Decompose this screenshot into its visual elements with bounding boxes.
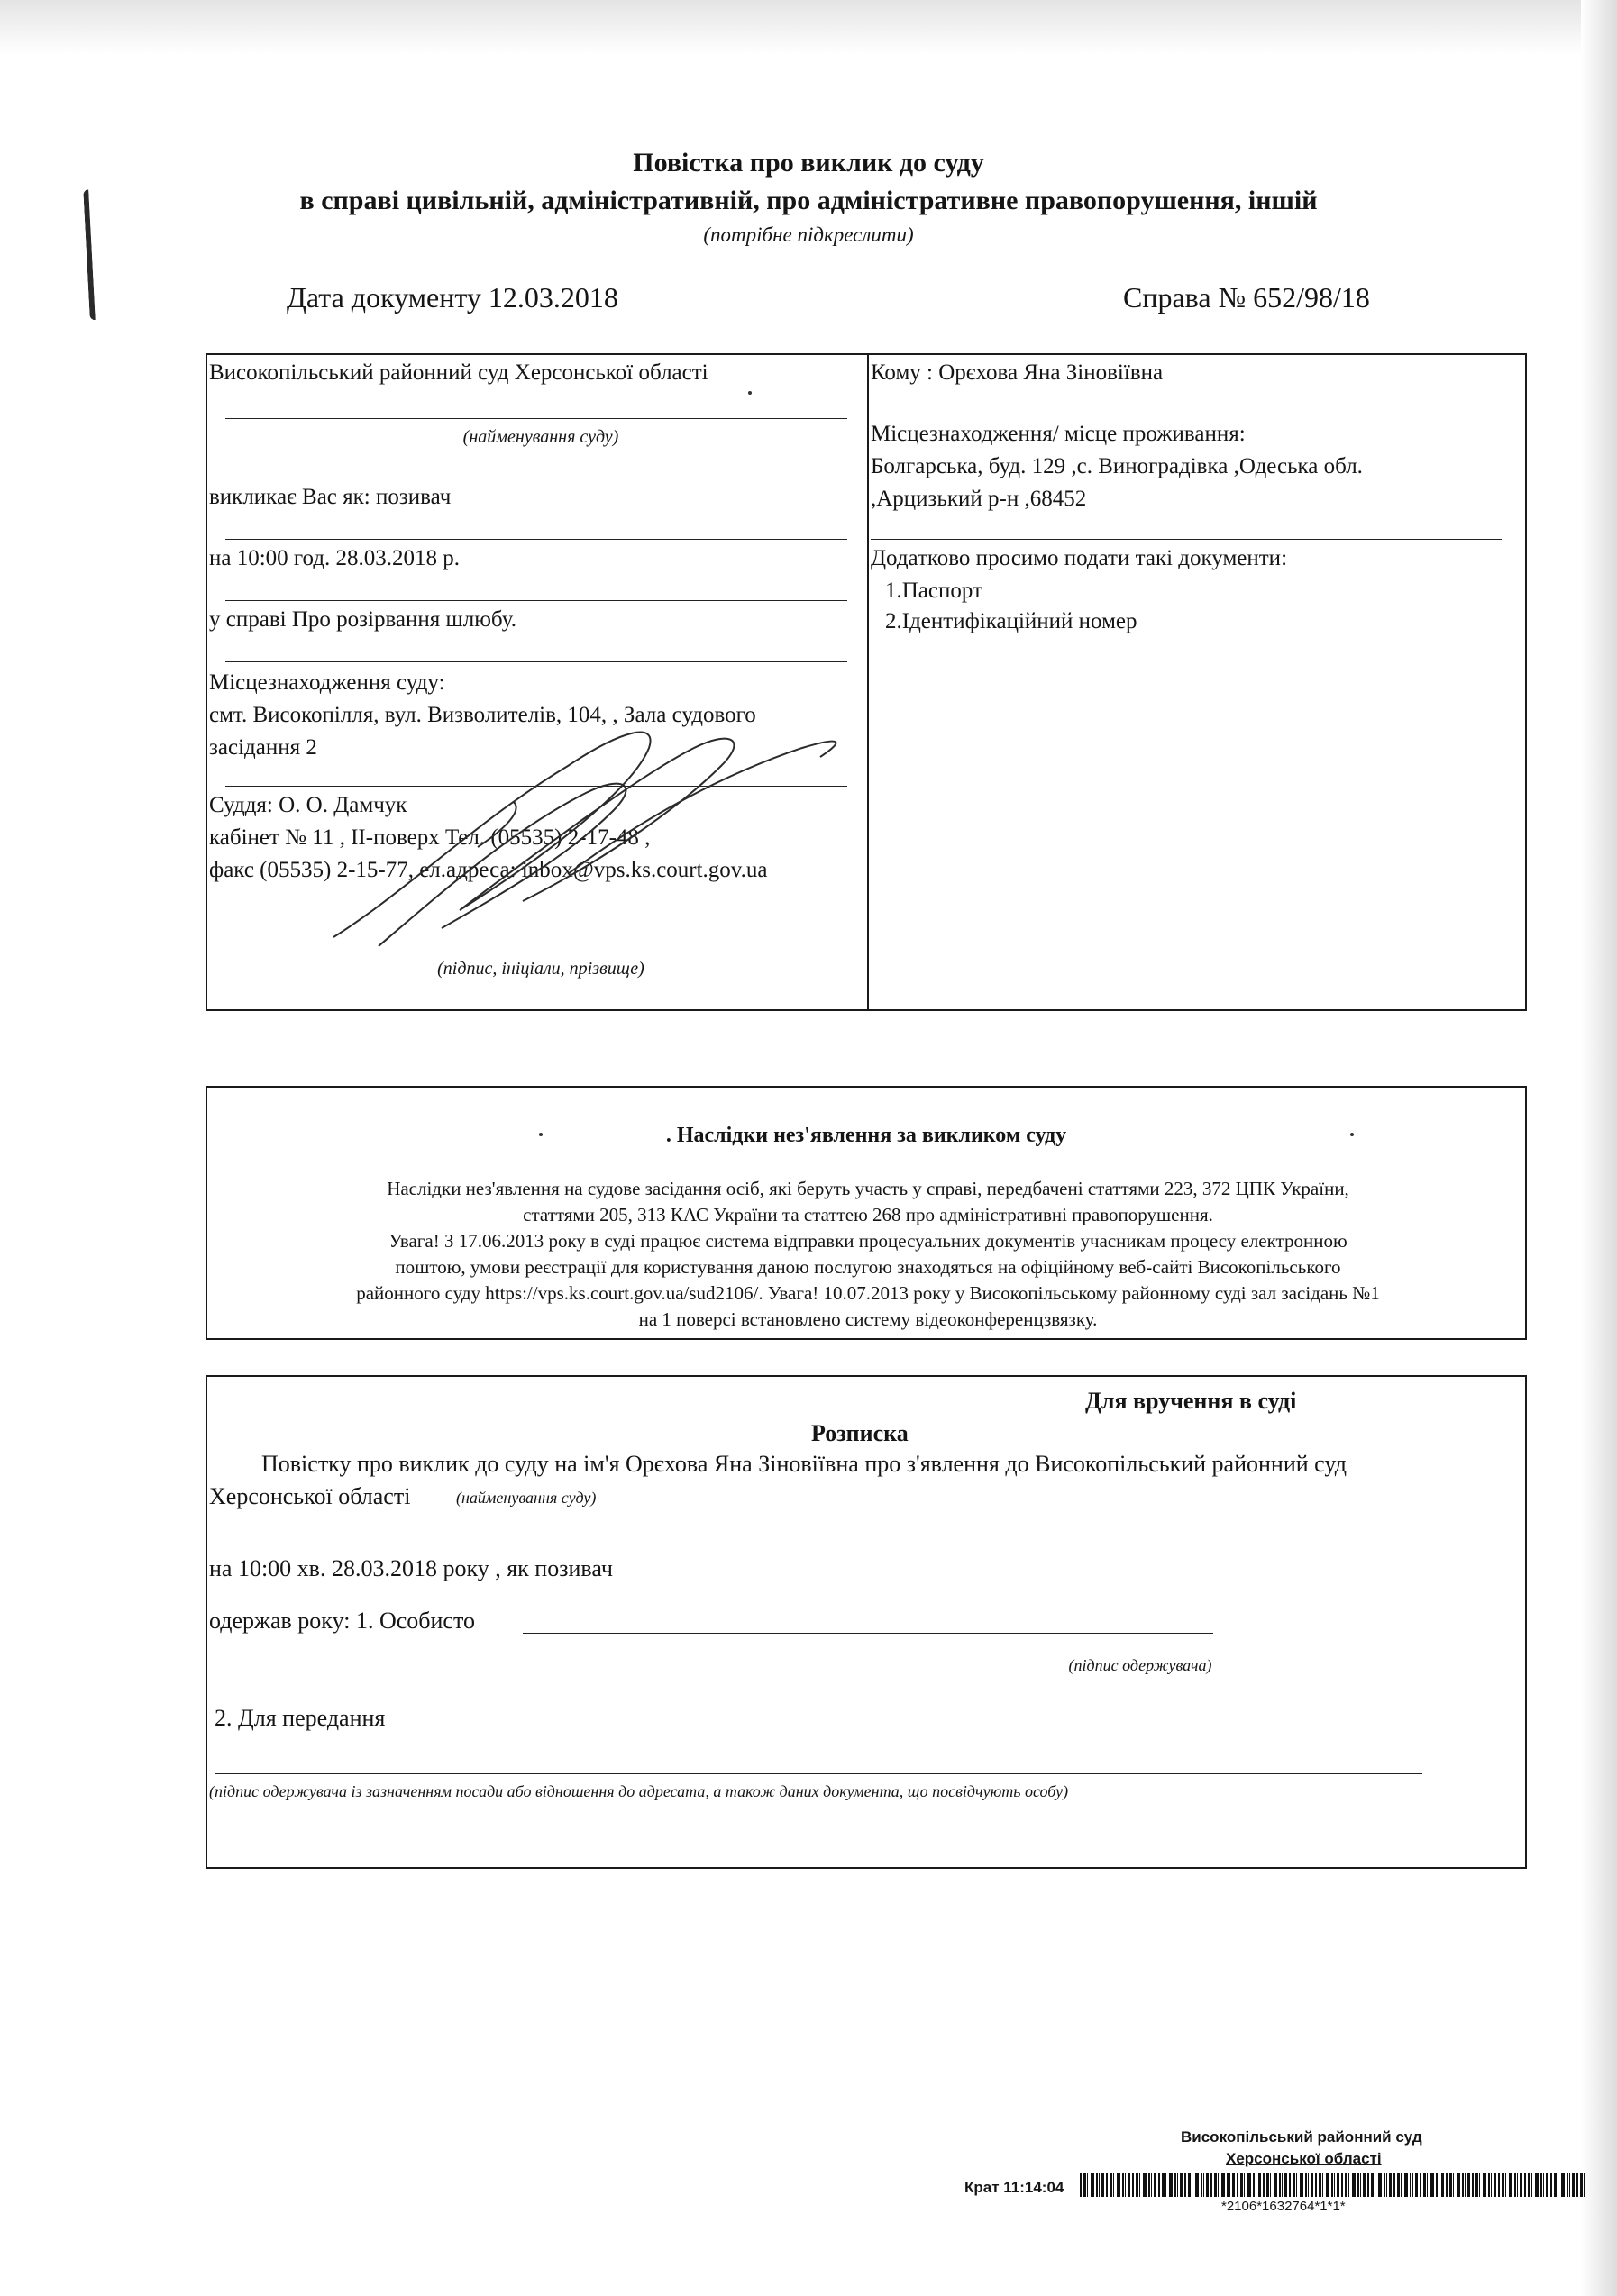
recipient-address-label: Місцезнаходження/ місце проживання:: [871, 422, 1246, 446]
barcode-stripe: [1423, 2173, 1426, 2197]
barcode-stripe: [1158, 2173, 1160, 2197]
barcode-stripe: [1467, 2173, 1470, 2197]
barcode-stripe: [1240, 2173, 1243, 2197]
barcode-stripe: [1345, 2173, 1348, 2197]
barcode-stripe: [1410, 2173, 1411, 2197]
barcode-stripe: [1177, 2173, 1178, 2197]
court-location-line2: засідання 2: [209, 735, 317, 760]
scan-top-shadow: [0, 0, 1617, 54]
barcode-stripe: [1543, 2173, 1544, 2197]
consequences-box: [206, 1086, 1527, 1340]
barcode-stripe: [1378, 2173, 1382, 2197]
barcode-stripe: [1136, 2173, 1138, 2197]
barcode-stripe: [1540, 2173, 1542, 2197]
barcode-stripe: [1154, 2173, 1156, 2197]
barcode-stripe: [1514, 2173, 1516, 2197]
barcode-stripe: [1266, 2173, 1269, 2197]
barcode-stripe: [1363, 2173, 1366, 2197]
handwritten-signature: [297, 712, 874, 955]
barcode-stripe: [1441, 2173, 1444, 2197]
hearing-time: на 10:00 год. 28.03.2018 р.: [209, 546, 461, 570]
barcode-stripe: [1386, 2173, 1387, 2197]
barcode-stripe: [1284, 2173, 1287, 2197]
barcode-stripe: [1430, 2173, 1434, 2197]
scan-right-shadow: [1581, 0, 1617, 2296]
consequences-line: поштою, умови реєстрації для користування даною послугою знаходяться на офіційному веб-сайті Високопільського: [395, 1256, 1341, 1278]
signature-caption: (підпис, ініціали, прізвище): [437, 959, 644, 979]
barcode-stripe: [1132, 2173, 1134, 2197]
stamp-time: Крат 11:14:04: [964, 2179, 1064, 2196]
barcode-stripe: [1143, 2173, 1147, 2197]
recipient-address-line1: Болгарська, буд. 129 ,с. Виноградівка ,Одеська обл.: [871, 454, 1363, 478]
barcode-stripe: [1148, 2173, 1150, 2197]
barcode-stripe: [1535, 2173, 1539, 2197]
underline: [225, 539, 847, 540]
barcode-stripe: [1315, 2173, 1317, 2197]
barcode-stripe: [1576, 2173, 1578, 2197]
barcode-stripe: [1517, 2173, 1518, 2197]
barcode-stripe: [1221, 2173, 1225, 2197]
barcode-stripe: [1401, 2173, 1402, 2197]
consequences-heading: . Наслідки нез'явлення за викликом суду: [665, 1124, 1067, 1147]
receipt-line2: Херсонської області: [209, 1483, 411, 1509]
barcode-stripe: [1546, 2173, 1548, 2197]
barcode-number: *2106*1632764*1*1*: [1221, 2199, 1346, 2214]
barcode-stripe: [1214, 2173, 1217, 2197]
barcode-stripe: [1384, 2173, 1385, 2197]
recipient-name: Кому : Орєхова Яна Зіновіївна: [871, 360, 1164, 385]
barcode-stripe: [1274, 2173, 1277, 2197]
barcode-stripe: [1201, 2173, 1202, 2197]
barcode-stripe: [1253, 2173, 1255, 2197]
barcode-stripe: [1279, 2173, 1281, 2197]
barcode-stripe: [1180, 2173, 1183, 2197]
barcode-stripe: [1337, 2173, 1339, 2197]
barcode-stripe: [1270, 2173, 1271, 2197]
barcode-stripe: [1567, 2173, 1568, 2197]
court-barcode-stamp: [955, 2128, 1568, 2237]
barcode-stripe: [1113, 2173, 1114, 2197]
barcode-stripe: [1367, 2173, 1369, 2197]
barcode-stripe: [1206, 2173, 1209, 2197]
barcode-stripe: [1229, 2173, 1230, 2197]
barcode-stripe: [1472, 2173, 1474, 2197]
underline: [225, 600, 847, 601]
barcode-stripe: [1087, 2173, 1088, 2197]
barcode-stripe: [1308, 2173, 1309, 2197]
barcode-stripe: [1263, 2173, 1265, 2197]
barcode-stripe: [1457, 2173, 1460, 2197]
barcode-stripe: [1584, 2173, 1585, 2197]
barcode-stripe: [1550, 2173, 1552, 2197]
barcode-stripe: [1488, 2173, 1490, 2197]
barcode-stripe: [1218, 2173, 1219, 2197]
recipient-address-line2: ,Арцизький р-н ,68452: [871, 487, 1087, 511]
barcode-stripe: [1502, 2173, 1504, 2197]
consequences-line: Увага! З 17.06.2013 року в суді працює система відправки процесуальних документів учасникам процесу електронною: [388, 1230, 1348, 1252]
transfer-label: 2. Для передання: [215, 1705, 386, 1731]
receipt-court-caption: (найменування суду): [456, 1489, 597, 1507]
receipt-line1: Повістку про виклик до суду на ім'я Орєхова Яна Зіновіївна про з'явлення до Високопільський районний суд: [261, 1451, 1347, 1477]
barcode-stripe: [1348, 2173, 1349, 2197]
barcode-stripe: [1174, 2173, 1176, 2197]
barcode-stripe: [1165, 2173, 1166, 2197]
recipient-signature-line: [523, 1633, 1213, 1634]
barcode-stripe: [1357, 2173, 1359, 2197]
barcode-stripe: [1106, 2173, 1108, 2197]
consequences-line: на 1 поверсі встановлено систему відеоконференцзвязку.: [638, 1308, 1098, 1330]
barcode-stripe: [1453, 2173, 1454, 2197]
barcode-stripe: [1282, 2173, 1283, 2197]
barcode-stripe: [1475, 2173, 1478, 2197]
judge-office: кабінет № 11 , II-поверх Тел. (05535) 2-17-48 ,: [209, 825, 651, 850]
required-doc-item: 2.Ідентифікаційний номер: [885, 609, 1137, 633]
case-number: Справа № 652/98/18: [1123, 281, 1370, 314]
barcode-stripe: [1227, 2173, 1229, 2197]
court-name: Високопільський районний суд Херсонської області: [209, 360, 708, 385]
underline: [225, 661, 847, 662]
barcode-stripe: [1420, 2173, 1421, 2197]
barcode-stripe: [1427, 2173, 1428, 2197]
barcode-stripe: [1151, 2173, 1152, 2197]
barcode-stripe: [1244, 2173, 1245, 2197]
barcode-stripe: [1509, 2173, 1512, 2197]
barcode-stripe: [1289, 2173, 1291, 2197]
barcode-stripe: [1528, 2173, 1530, 2197]
transfer-signature-line: [215, 1773, 1422, 1774]
barcode-stripe: [1483, 2173, 1486, 2197]
judge-name: Суддя: О. О. Дамчук: [209, 793, 407, 817]
barcode-stripe: [1415, 2173, 1418, 2197]
required-doc-item: 1.Паспорт: [885, 579, 982, 603]
barcode-stripe: [1322, 2173, 1323, 2197]
barcode-stripe: [1569, 2173, 1570, 2197]
consequences-line: статтями 205, 313 КАС України та статтею 268 про адміністративні правопорушення.: [523, 1204, 1213, 1225]
barcode-stripe: [1498, 2173, 1500, 2197]
scan-speck: [748, 391, 752, 395]
barcode-stripe: [1404, 2173, 1408, 2197]
barcode-stripe: [1572, 2173, 1575, 2197]
barcode-stripe: [1393, 2173, 1395, 2197]
barcode-stripe: [1110, 2173, 1112, 2197]
barcode-stripe: [1117, 2173, 1120, 2197]
barcode-stripe: [1080, 2173, 1082, 2197]
barcode-stripe: [1491, 2173, 1492, 2197]
consequences-line: Наслідки нез'явлення на судове засідання осіб, які беруть участь у справі, передбачені статтями 223, 372 ЦПК України,: [387, 1178, 1349, 1199]
barcode-stripe: [1232, 2173, 1235, 2197]
barcode-stripe: [1169, 2173, 1173, 2197]
barcode-stripe: [1520, 2173, 1522, 2197]
barcode-stripe: [1580, 2173, 1583, 2197]
barcode-stripe: [1305, 2173, 1307, 2197]
barcode: [1080, 2173, 1585, 2197]
barcode-stripe: [1122, 2173, 1124, 2197]
barcode-stripe: [1188, 2173, 1191, 2197]
barcode-stripe: [1505, 2173, 1506, 2197]
receipt-box: [206, 1375, 1527, 1869]
barcode-stripe: [1331, 2173, 1333, 2197]
barcode-stripe: [1524, 2173, 1526, 2197]
required-docs-label: Додатково просимо подати такі документи:: [871, 546, 1288, 570]
barcode-stripe: [1125, 2173, 1126, 2197]
barcode-stripe: [1139, 2173, 1140, 2197]
title-note: (потрібне підкреслити): [703, 223, 914, 246]
document-date: Дата документу 12.03.2018: [287, 281, 618, 314]
consequences-line: районного суду https://vps.ks.court.gov.ua/sud2106/. Увага! 10.07.2013 року у Високопільському районному суді зал засідань №1: [356, 1282, 1380, 1304]
barcode-stripe: [1494, 2173, 1496, 2197]
barcode-stripe: [1096, 2173, 1098, 2197]
barcode-stripe: [1531, 2173, 1532, 2197]
receipt-received: одержав року: 1. Особисто: [209, 1608, 475, 1634]
barcode-stripe: [1341, 2173, 1343, 2197]
barcode-stripe: [1237, 2173, 1238, 2197]
barcode-stripe: [1293, 2173, 1295, 2197]
barcode-stripe: [1326, 2173, 1329, 2197]
summons-role: викликає Вас як: позивач: [209, 485, 452, 509]
barcode-stripe: [1091, 2173, 1094, 2197]
barcode-stripe: [1352, 2173, 1356, 2197]
barcode-stripe: [1412, 2173, 1413, 2197]
stamp-court-name: Високопільський районний суд: [1181, 2128, 1422, 2146]
barcode-stripe: [1162, 2173, 1165, 2197]
barcode-stripe: [1247, 2173, 1251, 2197]
barcode-stripe: [1210, 2173, 1212, 2197]
barcode-stripe: [1554, 2173, 1557, 2197]
barcode-stripe: [1360, 2173, 1361, 2197]
barcode-stripe: [1479, 2173, 1480, 2197]
court-name-caption: (найменування суду): [462, 427, 619, 447]
underline: [871, 539, 1502, 540]
receipt-title: Розписка: [811, 1420, 909, 1446]
barcode-stripe: [1300, 2173, 1303, 2197]
barcode-stripe: [1449, 2173, 1452, 2197]
barcode-stripe: [1334, 2173, 1335, 2197]
barcode-stripe: [1462, 2173, 1464, 2197]
barcode-stripe: [1446, 2173, 1448, 2197]
barcode-stripe: [1128, 2173, 1130, 2197]
barcode-stripe: [1319, 2173, 1321, 2197]
transfer-signature-caption: (підпис одержувача із зазначенням посади або відношення до адресата, а також даних документа, що посвідчують особу): [209, 1782, 1069, 1800]
stamp-region: Херсонської області: [1226, 2150, 1382, 2167]
case-subject: у справі Про розірвання шлюбу.: [209, 607, 516, 632]
barcode-stripe: [1311, 2173, 1313, 2197]
barcode-stripe: [1296, 2173, 1297, 2197]
barcode-stripe: [1195, 2173, 1199, 2197]
court-location-label: Місцезнаходження суду:: [209, 670, 445, 695]
barcode-stripe: [1101, 2173, 1104, 2197]
barcode-stripe: [1397, 2173, 1400, 2197]
underline: [225, 418, 847, 419]
barcode-stripe: [1436, 2173, 1438, 2197]
receipt-time: на 10:00 хв. 28.03.2018 року , як позивач: [209, 1555, 613, 1581]
recipient-signature-caption: (підпис одержувача): [1068, 1656, 1212, 1674]
document-title: Повістка про виклик до суду: [633, 148, 984, 178]
barcode-stripe: [1371, 2173, 1374, 2197]
barcode-stripe: [1465, 2173, 1466, 2197]
court-fax-email: факс (05535) 2-15-77, ел.адреса: inbox@vps.ks.court.gov.ua: [209, 858, 768, 882]
court-location-line1: смт. Високопілля, вул. Визволителів, 104, , Зала судового: [209, 703, 756, 727]
barcode-stripe: [1083, 2173, 1086, 2197]
barcode-stripe: [1203, 2173, 1204, 2197]
for-delivery-label: Для вручення в суді: [1085, 1388, 1297, 1414]
document-subtitle: в справі цивільній, адміністративній, про адміністративне правопорушення, іншій: [299, 186, 1318, 215]
barcode-stripe: [1258, 2173, 1261, 2197]
barcode-stripe: [1561, 2173, 1565, 2197]
barcode-stripe: [1389, 2173, 1392, 2197]
barcode-stripe: [1099, 2173, 1100, 2197]
barcode-stripe: [1184, 2173, 1186, 2197]
